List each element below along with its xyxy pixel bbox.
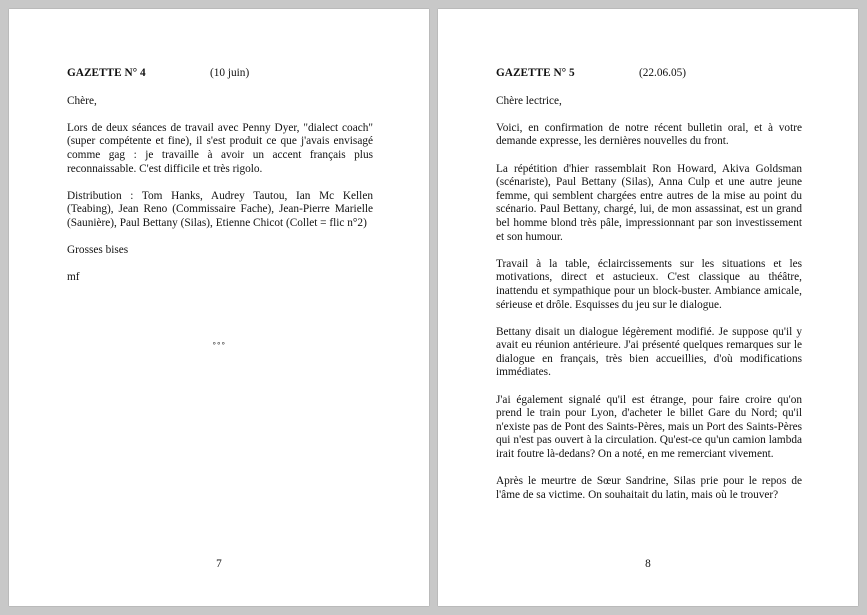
paragraph-distribution: Distribution : Tom Hanks, Audrey Tautou, Ian Mc Kellen (Teabing), Jean Reno (Commissaire Fache), Jean-Pierre Marielle (Saunière), Paul Bettany (Silas), Etienne Chicot (Collet = flic n°2) xyxy=(67,189,373,229)
paragraph-dialect-coach: Lors de deux séances de travail avec Penny Dyer, "dialect coach" (super compétente et fine), il s'est produit ce que j'avais envisagé comme gag : je travaille à avoir un accent français plus reconnaissable. C'est difficile et très rigolo. xyxy=(67,121,373,175)
paragraph-confirmation: Voici, en confirmation de notre récent bulletin oral, et à votre demande expresse, les dernières nouvelles du front. xyxy=(496,121,802,148)
page-right xyxy=(438,9,858,606)
salutation-left: Chère, xyxy=(67,94,97,107)
page-left xyxy=(9,9,429,606)
page-number-left: 7 xyxy=(216,558,222,570)
paragraph-silas-prayer: Après le meurtre de Sœur Sandrine, Silas prie pour le repos de l'âme de sa victime. On souhaitait du latin, mais où le trouver? xyxy=(496,475,802,501)
paragraph-table-work: Travail à la table, éclaircissements sur les situations et les motivations, direct et astucieux. C'est classique au théâtre, inattendu et sympathique pour un block-buster. Ambiance amicale, sérieuse et drôle. Esquisses du jeu sur le dialogue. xyxy=(496,257,802,311)
page-number-right: 8 xyxy=(645,558,651,570)
gazette-title-right: GAZETTE N° 5 xyxy=(496,67,575,79)
page-right-content xyxy=(496,67,802,516)
signature-initials: mf xyxy=(67,271,80,284)
ornament-separator: °°° xyxy=(212,341,226,350)
page-left-content xyxy=(67,67,373,299)
gazette-date-left: (10 juin) xyxy=(210,67,250,79)
closing-greeting: Grosses bises xyxy=(67,244,129,257)
paragraph-rehearsal: La répétition d'hier rassemblait Ron Howard, Akiva Goldsman (scénariste), Paul Bettany (Silas), Anna Culp et une autre jeune femme, qui semblent chargées entre autres de la mise au point du scénario. Paul Bettany, chargé, lui, de mon assassinat, est un grand bel homme blond très pâle, impressionnant par son investissement et son humour. xyxy=(496,162,802,243)
gazette-heading-left xyxy=(67,67,373,81)
gazette-title-left: GAZETTE N° 4 xyxy=(67,67,146,79)
paragraph-remarks: J'ai également signalé qu'il est étrange, pour faire croire qu'on prend le train pour Lyon, d'acheter le billet Gare du Nord; qu'il n'existe pas de Pont des Saints-Pères, mais un Port des Saints-Pères qui n'est pas ouvert à la circulation. Qu'est-ce qu'un camion lambda irait foutre là-dedans? On a noté, en me remerciant vivement. xyxy=(496,393,802,461)
paragraph-bettany-dialogue: Bettany disait un dialogue légèrement modifié. Je suppose qu'il y avait eu réunion antérieure. J'ai présenté quelques remarques sur le dialogue en français, très bien accueillies, d'où modifications immédiates. xyxy=(496,325,802,379)
salutation-right: Chère lectrice, xyxy=(496,94,562,107)
gazette-heading-right xyxy=(496,67,802,81)
gazette-date-right: (22.06.05) xyxy=(639,67,687,79)
